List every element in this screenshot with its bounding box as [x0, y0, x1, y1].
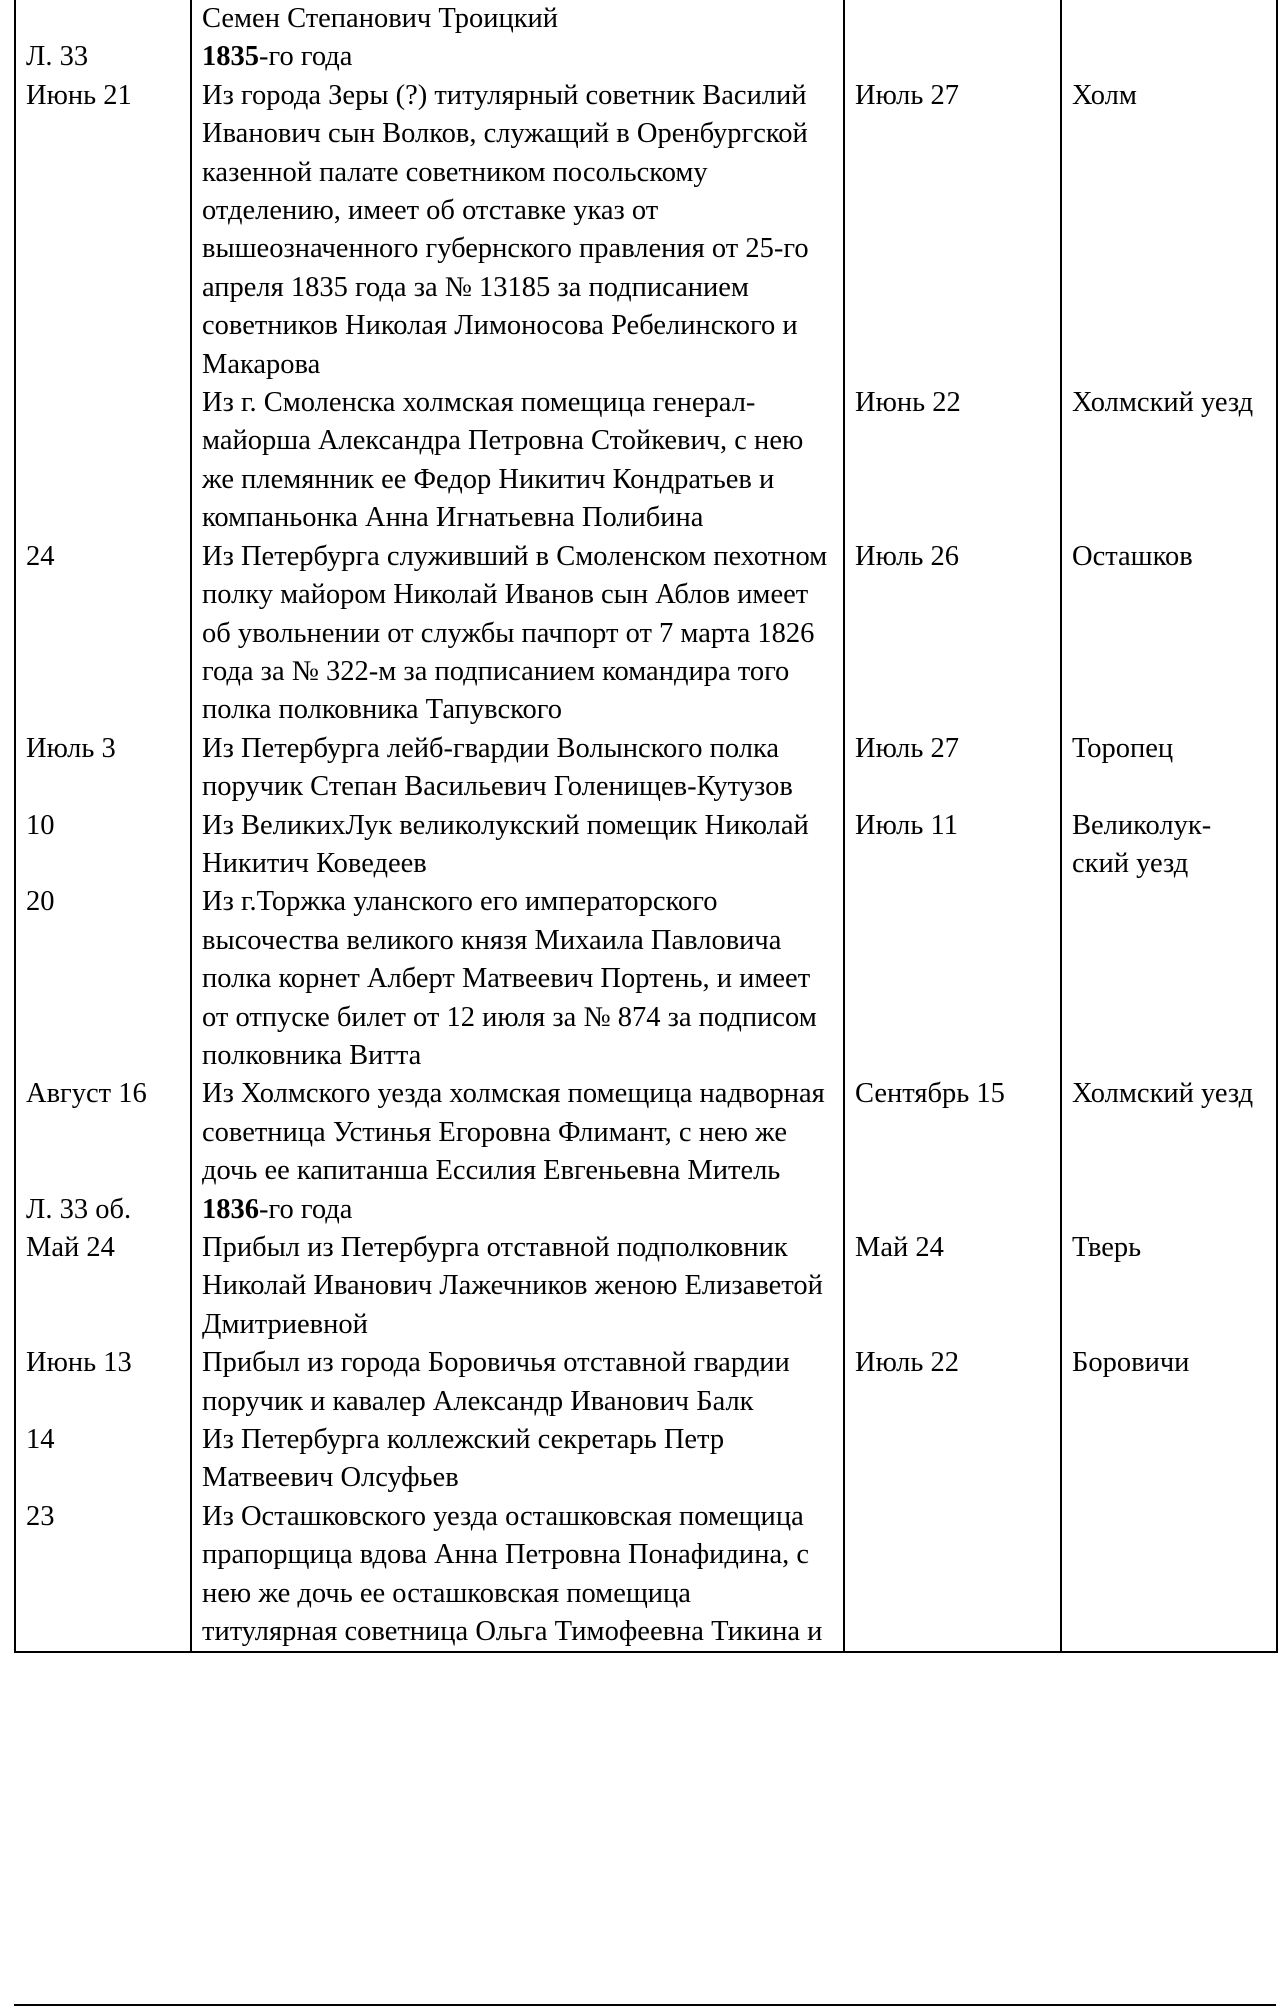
destination-cell: Торопец [1061, 730, 1277, 807]
date-cell: 10 [15, 807, 191, 884]
date-cell: 20 [15, 883, 191, 1075]
destination-cell: Осташков [1061, 538, 1277, 730]
destination-cell: Тверь [1061, 1191, 1277, 1345]
destination-cell: Великолук- ский уезд [1061, 807, 1277, 884]
destination-cell [1061, 883, 1277, 1075]
entry-cell: Из г. Смоленска холмская помещица генерал-майорша Александра Петровна Стойкевич, с нею же племянник ее Федор Никитич Кондратьев и компаньонка Анна Игнатьевна Полибина [191, 384, 844, 538]
destination-cell: Холмский уезд [1061, 384, 1277, 538]
departure-date-cell: Июль 27 [844, 730, 1061, 807]
destination-cell [1061, 0, 1277, 38]
date-cell: Август 16 [15, 1075, 191, 1190]
year-number: 1836 [202, 1193, 259, 1225]
date-cell: Июнь 13 [15, 1344, 191, 1421]
entry-cell: Из ВеликихЛук великолукский помещик Николай Никитич Коведеев [191, 807, 844, 884]
entry-cell [191, 1191, 844, 1345]
entry-cell: Семен Степанович Троицкий [191, 0, 844, 38]
entry-cell: Из Петербурга коллежский секретарь Петр Матвеевич Олсуфьев [191, 1421, 844, 1498]
destination-cell [1061, 1421, 1277, 1498]
year-heading [202, 41, 352, 72]
date-cell [15, 384, 191, 538]
date-cell: Л. 33 об. Май 24 [15, 1191, 191, 1345]
year-suffix: -го года [259, 41, 353, 73]
table-row [15, 730, 1277, 807]
table-row [15, 1075, 1277, 1190]
date-cell: Л. 33 Июнь 21 [15, 38, 191, 384]
departure-date-cell: Май 24 [844, 1191, 1061, 1345]
departure-date-cell [844, 883, 1061, 1075]
date-cell: Июль 3 [15, 730, 191, 807]
table-row [15, 38, 1277, 384]
table-row [15, 1421, 1277, 1498]
destination-cell: Холм [1061, 38, 1277, 384]
date-cell: 24 [15, 538, 191, 730]
table-row [15, 1498, 1277, 1653]
year-heading [202, 1194, 352, 1225]
entry-cell: Прибыл из города Боровичья отставной гвардии поручик и кавалер Александр Иванович Балк [191, 1344, 844, 1421]
departure-date-cell: Июнь 22 [844, 384, 1061, 538]
table-row [15, 807, 1277, 884]
entry-cell: Из Осташковского уезда осташковская помещица прапорщица вдова Анна Петровна Понафидина, с нею же дочь ее осташковская помещица титулярная советница Ольга Тимофеевна Тикина и [191, 1498, 844, 1653]
departure-date-cell [844, 0, 1061, 38]
departure-date-cell: Июль 11 [844, 807, 1061, 884]
register-table [14, 0, 1278, 1653]
year-number: 1835 [202, 41, 259, 73]
table-row [15, 538, 1277, 730]
destination-cell: Боровичи [1061, 1344, 1277, 1421]
departure-date-cell: Июль 22 [844, 1344, 1061, 1421]
destination-cell [1061, 1498, 1277, 1653]
departure-date-cell: Сентябрь 15 [844, 1075, 1061, 1190]
date-cell [15, 0, 191, 38]
entry-cell: Из Холмского уезда холмская помещица надворная советница Устинья Егоровна Флимант, с нею же дочь ее капитанша Ессилия Евгеньевна Митель [191, 1075, 844, 1190]
departure-date-cell [844, 1421, 1061, 1498]
departure-date-cell: Июль 27 [844, 38, 1061, 384]
departure-date-cell [844, 1498, 1061, 1653]
table-row [15, 883, 1277, 1075]
table-row [15, 1344, 1277, 1421]
entry-cell: Из Петербурга лейб-гвардии Волынского полка поручик Степан Васильевич Голенищев-Кутузов [191, 730, 844, 807]
entry-cell: Из г.Торжка уланского его императорского высочества великого князя Михаила Павловича полка корнет Алберт Матвеевич Портень, и имеет от отпуске билет от 12 июля за № 874 за подписом полковника Витта [191, 883, 844, 1075]
date-cell: 14 [15, 1421, 191, 1498]
date-cell: 23 [15, 1498, 191, 1653]
table-row [15, 0, 1277, 38]
entry-cell: Из Петербурга служивший в Смоленском пехотном полку майором Николай Иванов сын Аблов имеет об увольнении от службы пачпорт от 7 марта 1826 года за № 322-м за подписанием командира того полка полковника Тапувского [191, 538, 844, 730]
table-row [15, 384, 1277, 538]
table-row [15, 1191, 1277, 1345]
entry-cell [191, 38, 844, 384]
destination-cell: Холмский уезд [1061, 1075, 1277, 1190]
entry-text: Прибыл из Петербурга отставной подполковник Николай Иванович Лажечников женою Елизаветой Дмитриевной [202, 1232, 823, 1340]
year-suffix: -го года [259, 1193, 353, 1225]
departure-date-cell: Июль 26 [844, 538, 1061, 730]
entry-text: Из города Зеры (?) титулярный советник Василий Иванович сын Волков, служащий в Оренбургской казенной палате советником посольскому отделению, имеет об отставке указ от вышеозначенного губернского правления от 25-го апреля 1835 года за № 13185 за подписанием советников Николая Лимоносова Ребелинского и Макарова [202, 79, 809, 380]
